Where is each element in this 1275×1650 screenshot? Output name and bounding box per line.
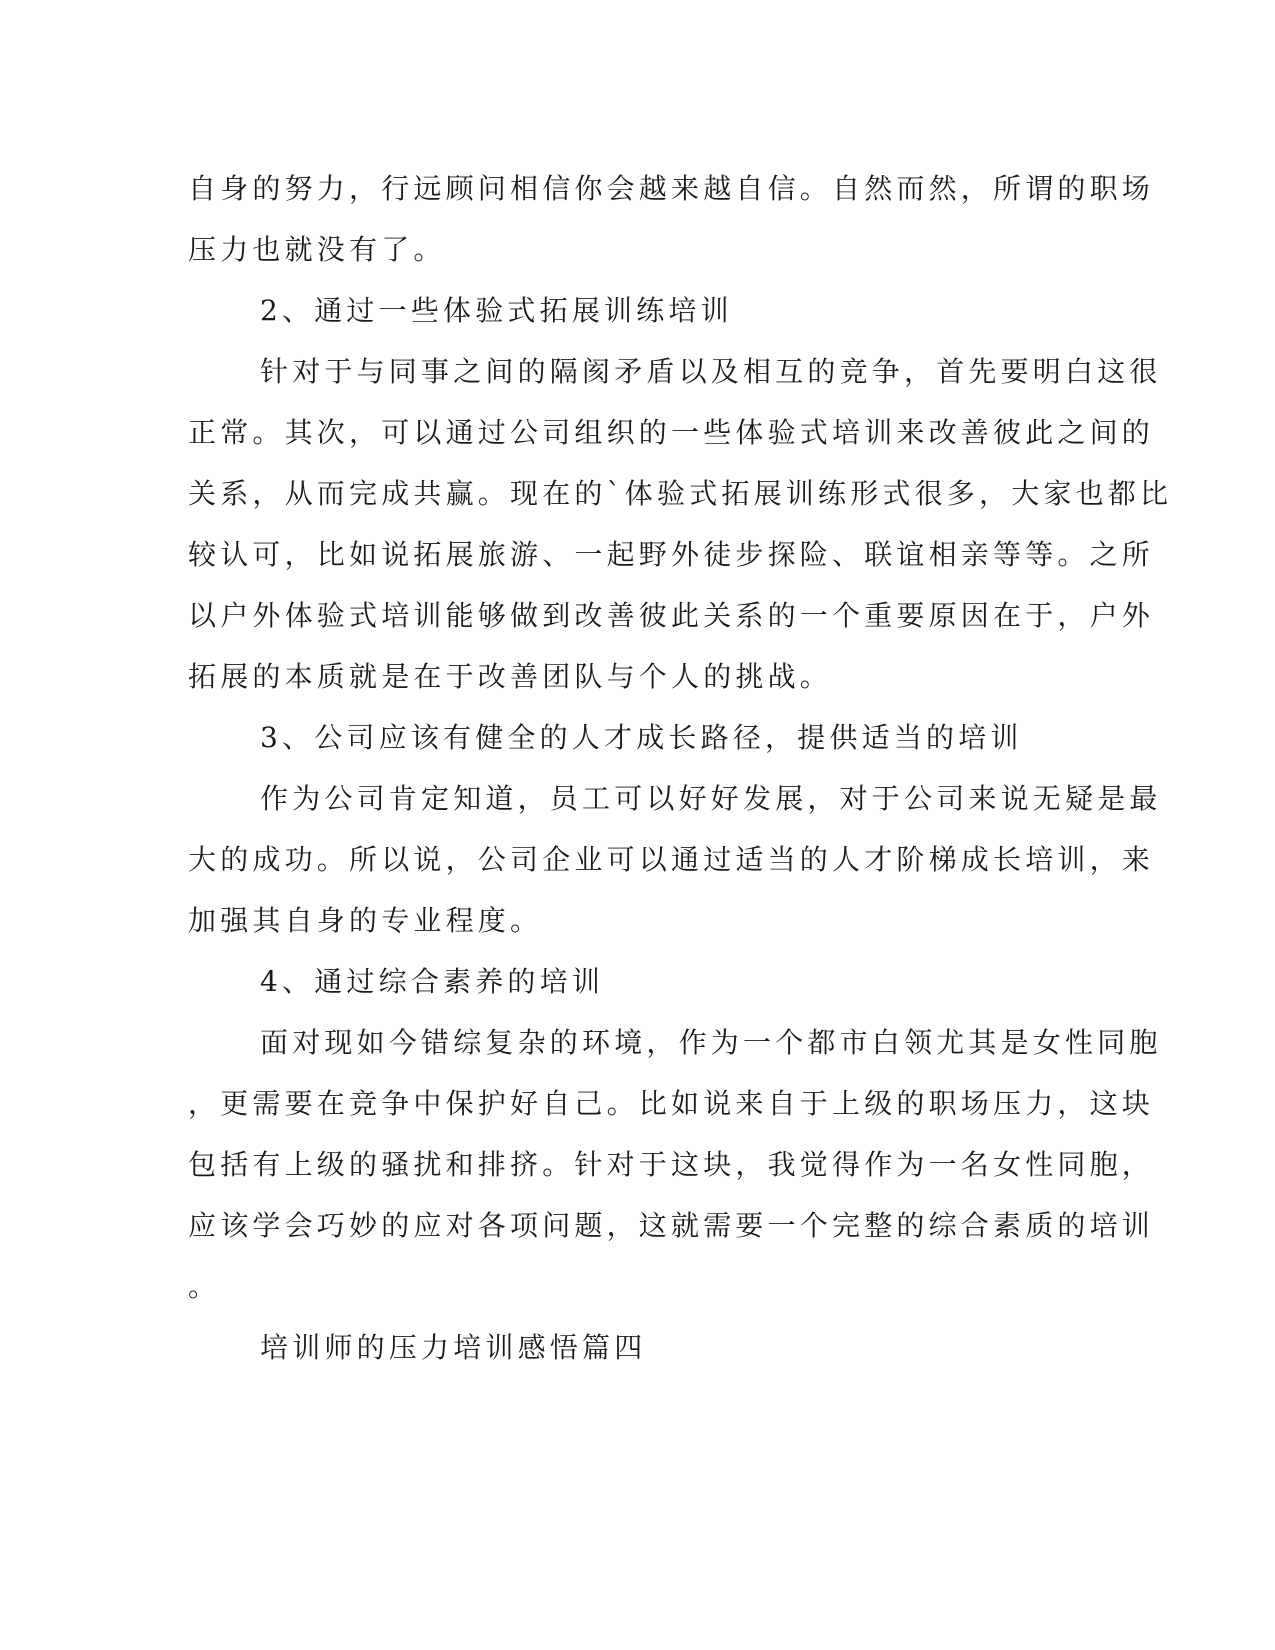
text-line: 以户外体验式培训能够做到改善彼此关系的一个重要原因在于，户外 <box>188 599 1155 632</box>
text-line: 作为公司肯定知道，员工可以好好发展，对于公司来说无疑是最 <box>260 782 1162 815</box>
text-line: 面对现如今错综复杂的环境，作为一个都市白领尤其是女性同胞 <box>260 1026 1162 1059</box>
section-title <box>188 1317 1088 1378</box>
text-line: 应该学会巧妙的应对各项问题，这就需要一个完整的综合素质的培训 <box>188 1209 1155 1242</box>
text-line: 培训师的压力培训感悟篇四 <box>260 1331 647 1364</box>
paragraph-body-2 <box>188 341 1173 707</box>
paragraph-body-4 <box>188 1012 1162 1317</box>
section-heading-3 <box>188 707 1088 768</box>
text-line: 。 <box>188 1270 221 1303</box>
text-line: 2、通过一些体验式拓展训练培训 <box>260 294 733 327</box>
text-line: 包括有上级的骚扰和排挤。针对于这块，我觉得作为一名女性同胞， <box>188 1148 1155 1181</box>
text-line: 正常。其次，可以通过公司组织的一些体验式培训来改善彼此之间的 <box>188 416 1155 449</box>
text-line: 针对于与同事之间的隔阂矛盾以及相互的竞争，首先要明白这很 <box>260 355 1162 388</box>
text-line: 拓展的本质就是在于改善团队与个人的挑战。 <box>188 660 833 693</box>
text-line: 大的成功。所以说，公司企业可以通过适当的人才阶梯成长培训，来 <box>188 843 1155 876</box>
text-line: 关系，从而完成共赢。现在的`体验式拓展训练形式很多，大家也都比 <box>188 477 1173 510</box>
text-line: 3、公司应该有健全的人才成长路径，提供适当的培训 <box>260 721 1023 754</box>
document-body <box>188 158 1173 1378</box>
text-line: 压力也就没有了。 <box>188 233 446 266</box>
section-heading-4 <box>188 951 1088 1012</box>
text-line: 加强其自身的专业程度。 <box>188 904 543 937</box>
text-line: 较认可，比如说拓展旅游、一起野外徒步探险、联谊相亲等等。之所 <box>188 538 1155 571</box>
text-line: 4、通过综合素养的培训 <box>260 965 605 998</box>
text-line: ，更需要在竞争中保护好自己。比如说来自于上级的职场压力，这块 <box>188 1087 1155 1120</box>
text-line: 自身的努力，行远顾问相信你会越来越自信。自然而然，所谓的职场 <box>188 172 1155 205</box>
section-heading-2 <box>188 280 1088 341</box>
paragraph-continuation <box>188 158 1155 280</box>
paragraph-body-3 <box>188 768 1162 951</box>
